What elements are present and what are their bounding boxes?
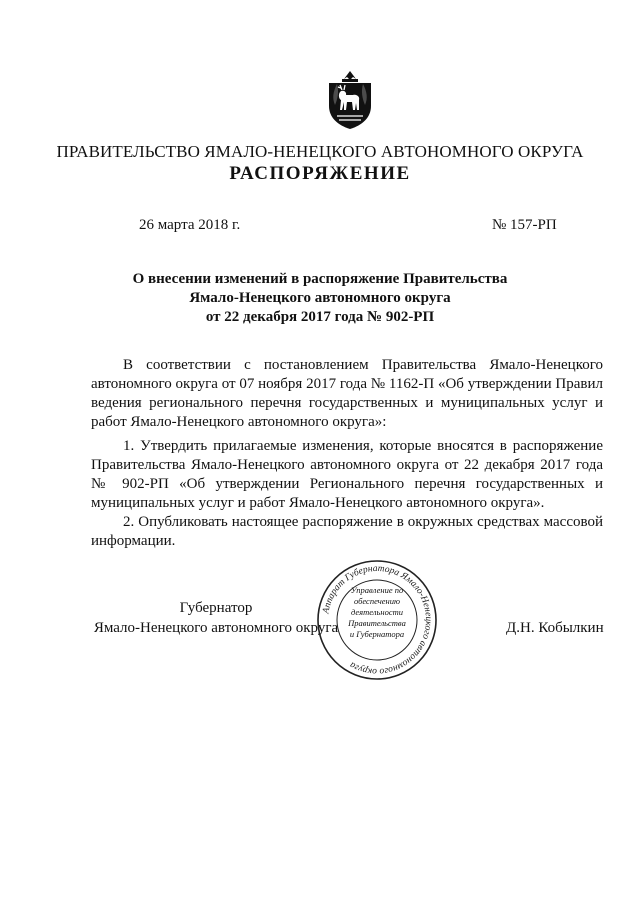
stamp-center-line: и Губернатора	[349, 629, 405, 639]
preamble-paragraph: В соответствии с постановлением Правительства Ямало-Ненецкого автономного округа от 07 ноября 2017 года № 1162-П «Об утверждении Правил ведения регионального перечня государственных и муниципальных услуг и работ Ямало-Ненецкого автономного округа»:	[91, 357, 603, 430]
stamp-center-line: деятельности	[350, 607, 404, 617]
stamp-center-line: обеспечению	[353, 596, 401, 606]
document-number: № 157-РП	[492, 217, 557, 233]
signatory-title-line: Губернатор	[179, 600, 253, 616]
stamp-center-text	[336, 585, 418, 640]
stamp-center-line: Управление по	[350, 585, 404, 595]
stamp-ring-text: Аппарат Губернатора Ямало-Ненецкого автономного округа	[321, 563, 434, 677]
subject-line: О внесении изменений в распоряжение Правительства	[132, 271, 508, 287]
item-1-paragraph: 1. Утвердить прилагаемые изменения, которые вносятся в распоряжение Правительства Ямало-Ненецкого автономного округа от 22 декабря 2017 года № 902-РП «Об утверждении Регионального перечня государственных и муниципальных услуг и работ Ямало-Ненецкого автономного округа».	[91, 438, 603, 511]
subject-line: от 22 декабря 2017 года № 902-РП	[205, 309, 435, 325]
coat-of-arms-icon	[325, 68, 375, 130]
subject-line: Ямало-Ненецкого автономного округа	[189, 290, 451, 306]
document-type: РАСПОРЯЖЕНИЕ	[229, 163, 411, 184]
signatory-title-line: Ямало-Ненецкого автономного округа	[93, 620, 339, 636]
signatory-name: Д.Н. Кобылкин	[506, 620, 604, 636]
signatory-title	[91, 598, 341, 638]
stamp-center-line: Правительства	[348, 618, 406, 628]
official-stamp	[316, 559, 438, 681]
item-2-paragraph: 2. Опубликовать настоящее распоряжение в окружных средствах массовой информации.	[91, 514, 603, 549]
document-date: 26 марта 2018 г.	[139, 217, 241, 233]
document-subject	[0, 270, 640, 327]
organization-name: ПРАВИТЕЛЬСТВО ЯМАЛО-НЕНЕЦКОГО АВТОНОМНОГО ОКРУГА	[56, 142, 584, 161]
